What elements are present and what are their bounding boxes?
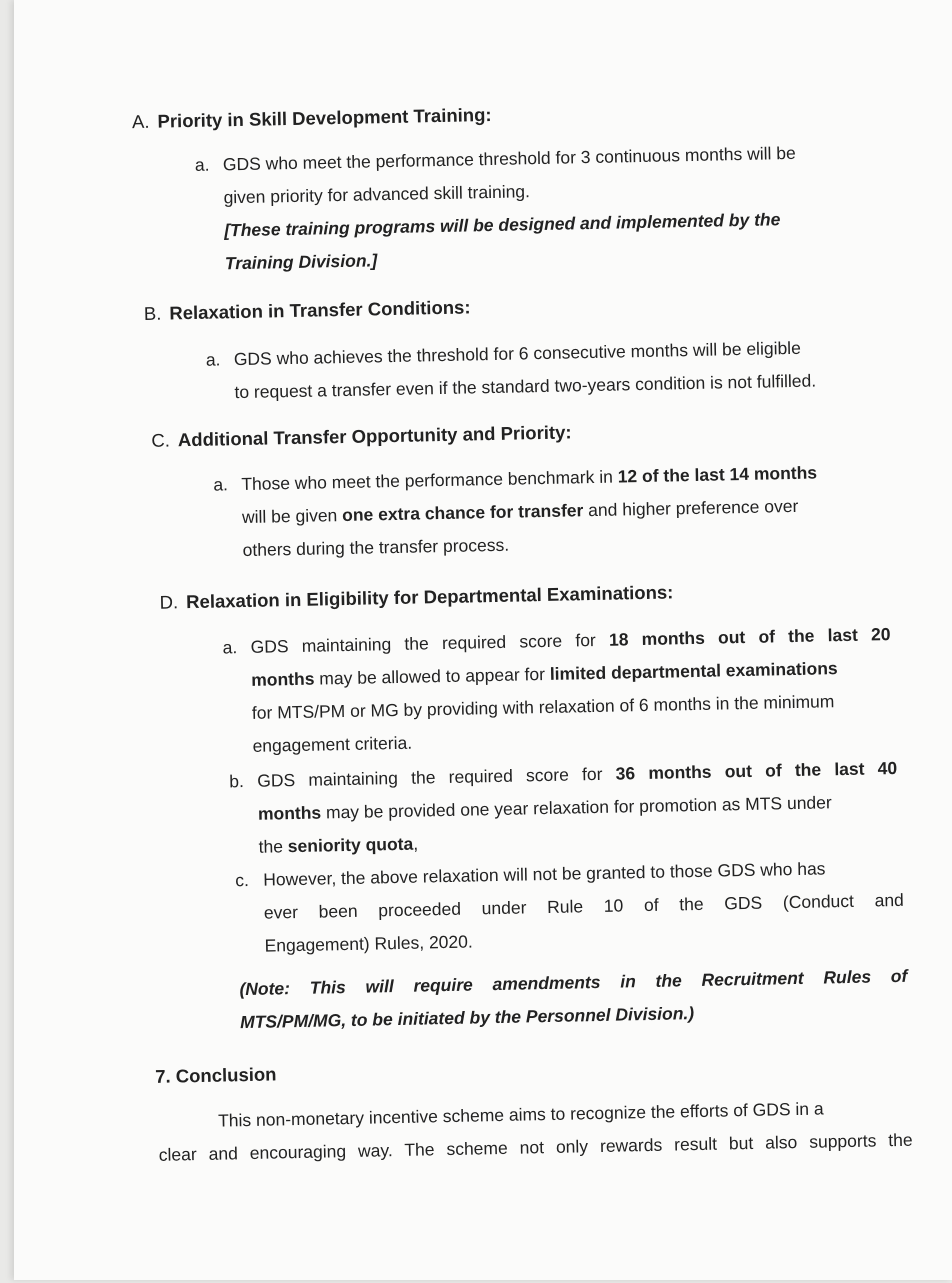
section-d-item-a bbox=[222, 618, 893, 763]
section-d-marker: D. bbox=[159, 591, 179, 613]
text-line: others during the transfer process. bbox=[242, 534, 510, 561]
item-marker: c. bbox=[235, 869, 250, 891]
item-marker: a. bbox=[222, 637, 238, 658]
section-a-heading bbox=[132, 104, 492, 133]
section-d-heading bbox=[159, 581, 673, 613]
section-b-marker: B. bbox=[143, 302, 162, 324]
text-line: to request a transfer even if the standard two-years condition is not fulfilled. bbox=[234, 370, 817, 403]
text-run: and higher preference over bbox=[583, 495, 799, 521]
section-a-marker: A. bbox=[131, 110, 150, 133]
text-line: clear and encouraging way. The scheme not only rewards result but also supports the bbox=[158, 1129, 913, 1165]
text-run: the bbox=[258, 836, 289, 857]
item-marker: b. bbox=[229, 771, 245, 792]
text-run-bold: months bbox=[251, 668, 315, 690]
section-d-item-b bbox=[229, 752, 899, 864]
text-line: [These training programs will be designed and implemented by the bbox=[224, 209, 781, 241]
text-run-bold: months bbox=[257, 802, 322, 824]
section-c-marker: C. bbox=[151, 429, 171, 451]
text-run-bold: one extra chance for transfer bbox=[341, 500, 584, 526]
item-marker: a. bbox=[213, 474, 229, 495]
text-line: This non-monetary incentive scheme aims to recognize the efforts of GDS in a bbox=[217, 1098, 824, 1131]
section-b-heading bbox=[144, 296, 471, 325]
text-run: may be provided one year relaxation for promotion as MTS under bbox=[320, 792, 832, 823]
text-line: However, the above relaxation will not be granted to those GDS who has bbox=[263, 858, 826, 890]
item-marker: a. bbox=[205, 349, 221, 370]
section-b-title: Relaxation in Transfer Conditions: bbox=[169, 296, 471, 324]
text-run-bold: seniority quota bbox=[287, 833, 414, 857]
text-run: GDS maintaining the required score for bbox=[250, 629, 610, 657]
text-line: for MTS/PM or MG by providing with relaxation of 6 months in the minimum bbox=[251, 691, 835, 723]
text-line: Training Division.] bbox=[224, 250, 378, 274]
text-run: will be given bbox=[241, 505, 343, 528]
item-marker: a. bbox=[194, 154, 210, 175]
text-line: Engagement) Rules, 2020. bbox=[264, 931, 473, 956]
text-run: may be allowed to appear for bbox=[314, 663, 551, 689]
text-run-bold: 36 months out of the last 40 bbox=[615, 757, 898, 784]
text-line: GDS who achieves the threshold for 6 consecutive months will be eligible bbox=[233, 337, 802, 370]
section-b-item-a bbox=[205, 330, 870, 409]
text-run-bold: 18 months out of the last 20 bbox=[608, 624, 891, 650]
text-run: , bbox=[413, 833, 419, 854]
section-c-item-a bbox=[213, 455, 883, 567]
section-d-item-c bbox=[235, 851, 905, 963]
section-a-title: Priority in Skill Development Training: bbox=[157, 103, 492, 132]
section-a-item-a bbox=[194, 136, 856, 281]
text-run-bold: limited departmental examinations bbox=[549, 658, 838, 684]
text-line: given priority for advanced skill training. bbox=[223, 181, 531, 208]
conclusion-heading: 7. Conclusion bbox=[154, 1063, 277, 1087]
text-run: Those who meet the performance benchmark in bbox=[241, 466, 618, 495]
text-line: MTS/PM/MG, to be initiated by the Personnel Division.) bbox=[239, 1003, 695, 1033]
text-line: GDS who meet the performance threshold for 3 continuous months will be bbox=[222, 142, 796, 175]
text-run: GDS maintaining the required score for bbox=[257, 763, 616, 791]
text-run-bold: 12 of the last 14 months bbox=[617, 462, 818, 487]
section-c-heading bbox=[151, 421, 572, 451]
conclusion-paragraph bbox=[158, 1091, 913, 1172]
text-line: engagement criteria. bbox=[252, 732, 413, 756]
section-d-note bbox=[239, 960, 908, 1039]
text-line: (Note: This will require amendments in the Recruitment Rules of bbox=[239, 965, 908, 1000]
text-line: ever been proceeded under Rule 10 of the GDS (Conduct and bbox=[263, 889, 905, 923]
section-c-title: Additional Transfer Opportunity and Priority: bbox=[177, 421, 572, 451]
section-d-title: Relaxation in Eligibility for Departmental Examinations: bbox=[185, 581, 674, 613]
